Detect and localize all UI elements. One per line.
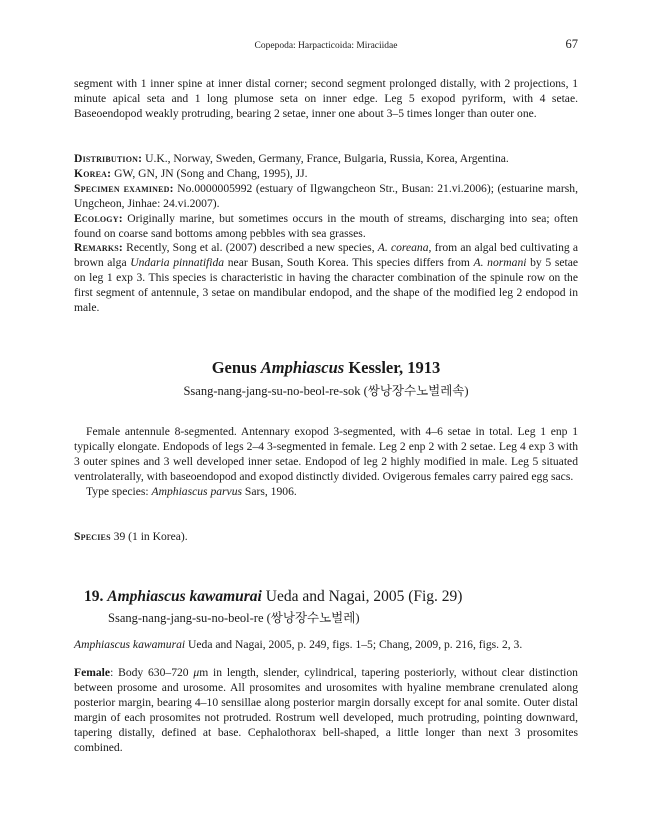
ecology-label: Ecology: [74,211,123,225]
remarks-species-2: A. normani [473,256,527,270]
genus-name: Amphiascus [260,358,345,377]
synonymy-text: Ueda and Nagai, 2005, p. 249, figs. 1–5; Chang, 2009, p. 216, figs. 2, 3. [185,638,523,651]
remarks-text-1: Recently, Song et al. (2007) described a new species, [122,241,378,255]
specimen-label: Specimen examined: [74,181,174,195]
intro-text: segment with 1 inner spine at inner distal corner; second segment prolonged distally, with 2 projections, 1 minute apical seta and 1 long plumose seta on inner edge. Leg 5 exopod pyriform, with 4 setae. Baseoendopod weakly protruding, bearing 2 setae, inner one about 3–5 times longer than outer one. [74,77,578,120]
species-korean-name: Ssang-nang-jang-su-no-beol-re (쌍낭장수노벌레) [108,611,360,625]
distribution-section [74,152,578,316]
specimen-text: No.0000005992 (estuary of Ilgwangcheon Str., Busan: 21.vi.2006); (estuarine marsh, Ungcheon, Jinhae: 24.vi.2007). [74,181,578,210]
remarks-text-2: , from an algal bed cultivating a brown alga [74,241,578,270]
species-count-label: Species [74,530,111,543]
female-unit: μ [193,666,200,679]
genus-heading [74,358,578,378]
remarks-species-1: A. coreana [377,241,429,255]
species-count-section [74,530,578,545]
remarks-text-3: near Busan, South Korea. This species differs from [224,256,474,270]
genus-author: Kessler, 1913 [344,358,441,377]
korea-text: GW, GN, JN (Song and Chang, 1995), JJ. [111,166,308,180]
remarks-text-4: by 5 setae on leg 1 exp 3. This species is characteristic in having the character combination of the spinule row on the first segment of antennule, 3 setae on mandibular endopod, and the shape of the modified leg 2 endopod in male. [74,256,579,315]
korea-label: Korea: [74,166,112,180]
ecology-paragraph [74,212,578,242]
female-description-section [74,666,578,755]
remarks-label: Remarks: [74,241,123,255]
female-text-2: m in length, slender, cylindrical, tapering posteriorly, without clear distinction between prosome and urosome. All prosomites and urosomites with hyaline membrane crenulated along posterior margin, bearing 4–10 sensillae along posterior margin dorsally except for anal somite. Outer distal margin of each prosomites not protruded. Rostrum well developed, much protruding, pointing downward, tapering distally, defined at base. Cephalothorax bell-shaped, a little longer than next 3 prosomites combined. [74,666,578,754]
species-count-text: 39 (1 in Korea). [110,530,188,543]
running-title: Copepoda: Harpacticoida: Miraciidae [254,41,398,51]
female-label: Female [74,666,111,679]
ecology-text: Originally marine, but sometimes occurs in the mouth of streams, discharging into sea; often found on coarse sand bottoms among pebbles with sea grasses. [74,211,578,240]
synonymy-section [74,638,578,653]
type-species-author: Sars, 1906. [242,484,297,498]
female-text-1: : Body 630–720 [110,666,194,679]
type-species-name: Amphiascus parvus [151,484,243,498]
type-species-label: Type species: [86,484,152,498]
distribution-text: U.K., Norway, Sweden, Germany, France, Bulgaria, Russia, Korea, Argentina. [142,152,509,165]
remarks-paragraph [74,241,578,316]
species-heading [84,588,462,606]
intro-paragraph [74,77,578,122]
genus-description-section [74,425,578,500]
specimen-paragraph [74,182,578,212]
distribution-label: Distribution: [74,152,143,165]
synonymy-paragraph [74,638,578,653]
species-count-paragraph [74,530,578,545]
remarks-alga-name: Undaria pinnatifida [130,256,225,270]
genus-description: Female antennule 8-segmented. Antennary exopod 3-segmented, with 4–6 setae in total. Leg 1 enp 1 typically elongate. Endopods of legs 2–4 3-segmented in female. Leg 2 enp 2 with 2 setae. Leg 4 exp 3 with 3 outer spines and 3 well developed inner setae. Endopod of leg 2 highly modified in male. Leg 5 situated ventrolaterally, with baseoendopod and exopod distinctly divided. Ovigerous females carry paired egg sacs. [74,425,578,483]
korea-paragraph [74,167,578,182]
type-species-paragraph [74,485,578,500]
genus-korean-name: Ssang-nang-jang-su-no-beol-re-sok (쌍낭장수노벌레속) [183,384,469,398]
page-number: 67 [565,37,578,51]
distribution-paragraph [74,152,578,167]
species-name: Amphiascus kawamurai [107,588,262,605]
synonymy-name: Amphiascus kawamurai [74,638,186,651]
genus-prefix: Genus [211,358,261,377]
species-number: 19. [84,588,108,605]
female-paragraph [74,666,578,755]
species-author: Ueda and Nagai, 2005 (Fig. 29) [261,588,463,605]
